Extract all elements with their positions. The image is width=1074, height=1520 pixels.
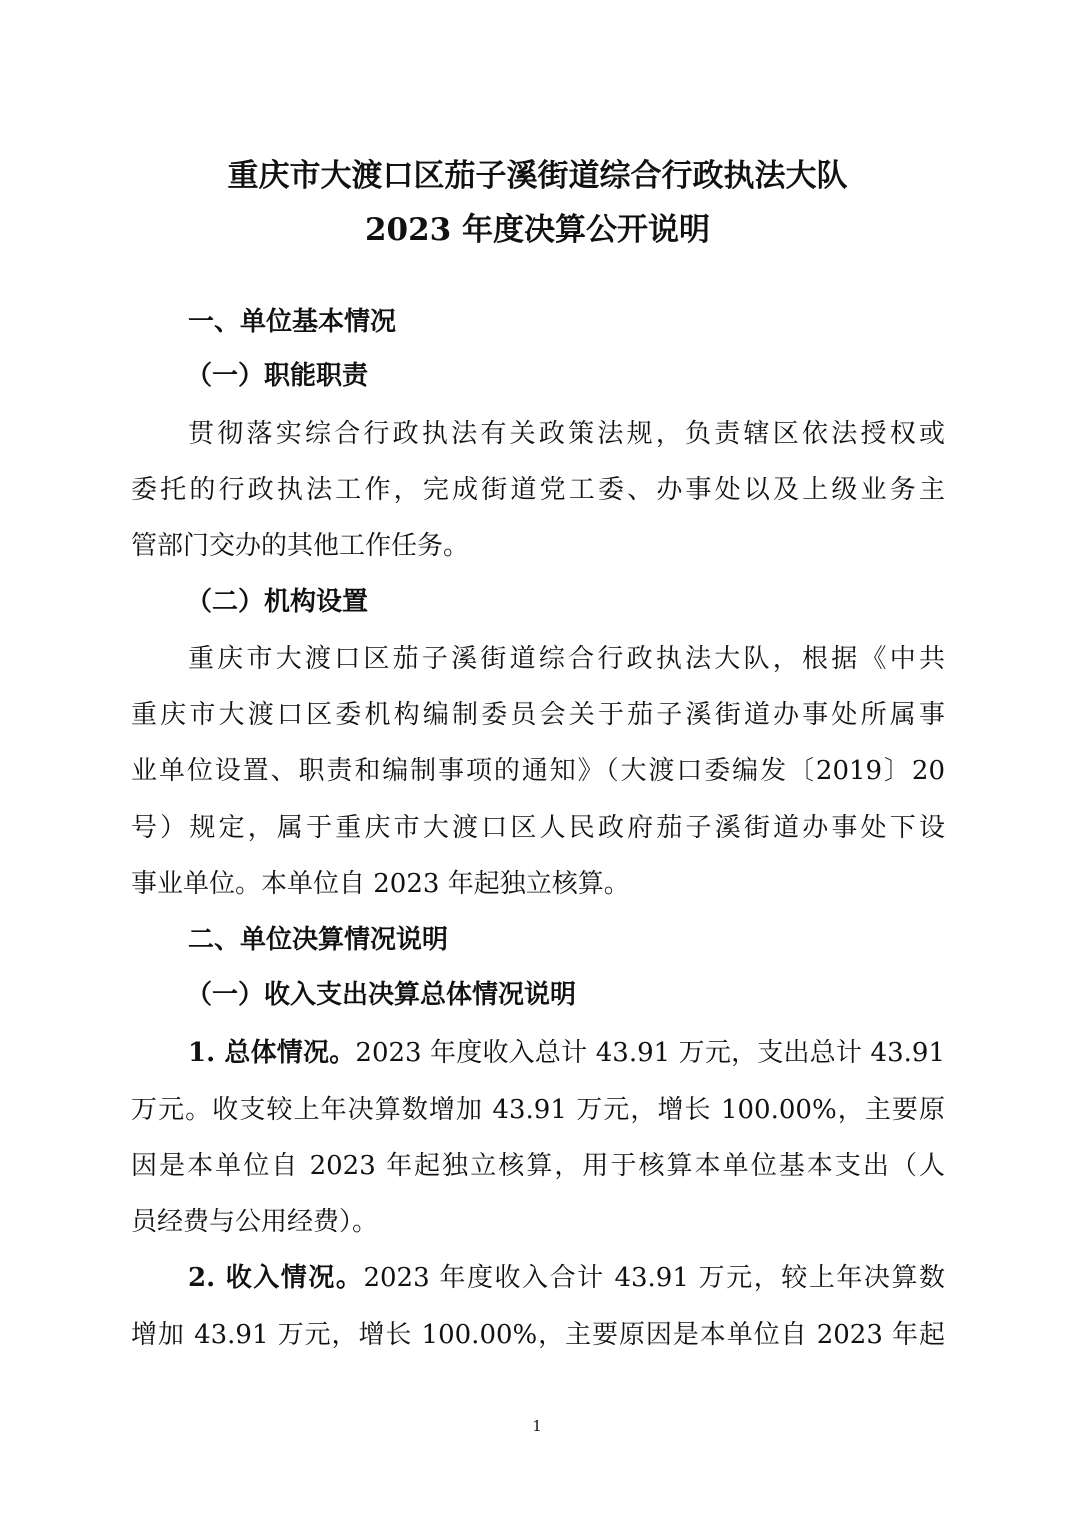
page-number: 1: [532, 1417, 542, 1435]
paragraph-line: 号）规定，属于重庆市大渡口区人民政府茄子溪街道办事处下设: [131, 813, 945, 843]
paragraph-lead: 2. 收入情况。: [188, 1263, 364, 1293]
paragraph-line: 重庆市大渡口区茄子溪街道综合行政执法大队，根据《中共: [188, 644, 945, 674]
paragraph-line: [188, 1260, 945, 1296]
paragraph-line: 员经费与公用经费）。: [131, 1207, 379, 1237]
paragraph-line: 重庆市大渡口区委机构编制委员会关于茄子溪街道办事处所属事: [131, 700, 945, 730]
paragraph-line: 因是本单位自 2023 年起独立核算，用于核算本单位基本支出（人: [131, 1151, 945, 1181]
subsection-2-1-heading: （一）收入支出决算总体情况说明: [186, 980, 577, 1010]
paragraph-lead: 1. 总体情况。: [188, 1038, 356, 1068]
section-2-heading: 二、单位决算情况说明: [188, 925, 449, 955]
paragraph-line: 事业单位。本单位自 2023 年起独立核算。: [131, 869, 630, 899]
paragraph-text: 2023 年度收入总计 43.91 万元，支出总计 43.91: [355, 1038, 945, 1068]
document-title-line-1: 重庆市大渡口区茄子溪街道综合行政执法大队: [227, 158, 848, 194]
paragraph-line: 贯彻落实综合行政执法有关政策法规，负责辖区依法授权或: [188, 419, 945, 449]
subsection-1-1-heading: （一）职能职责: [186, 361, 369, 391]
document-title-line-2: 2023 年度决算公开说明: [364, 212, 711, 248]
paragraph-line: 万元。收支较上年决算数增加 43.91 万元，增长 100.00%，主要原: [131, 1095, 945, 1125]
section-1-heading: 一、单位基本情况: [188, 307, 397, 337]
paragraph-line: [188, 1035, 945, 1071]
paragraph-text: 2023 年度收入合计 43.91 万元，较上年决算数: [363, 1263, 945, 1293]
paragraph-line: 管部门交办的其他工作任务。: [131, 531, 470, 561]
paragraph-line: 增加 43.91 万元，增长 100.00%，主要原因是本单位自 2023 年起: [131, 1320, 945, 1350]
paragraph-line: 委托的行政执法工作，完成街道党工委、办事处以及上级业务主: [131, 475, 945, 505]
paragraph-line: 业单位设置、职责和编制事项的通知》（大渡口委编发〔2019〕20: [131, 756, 945, 786]
subsection-1-2-heading: （二）机构设置: [186, 587, 369, 617]
